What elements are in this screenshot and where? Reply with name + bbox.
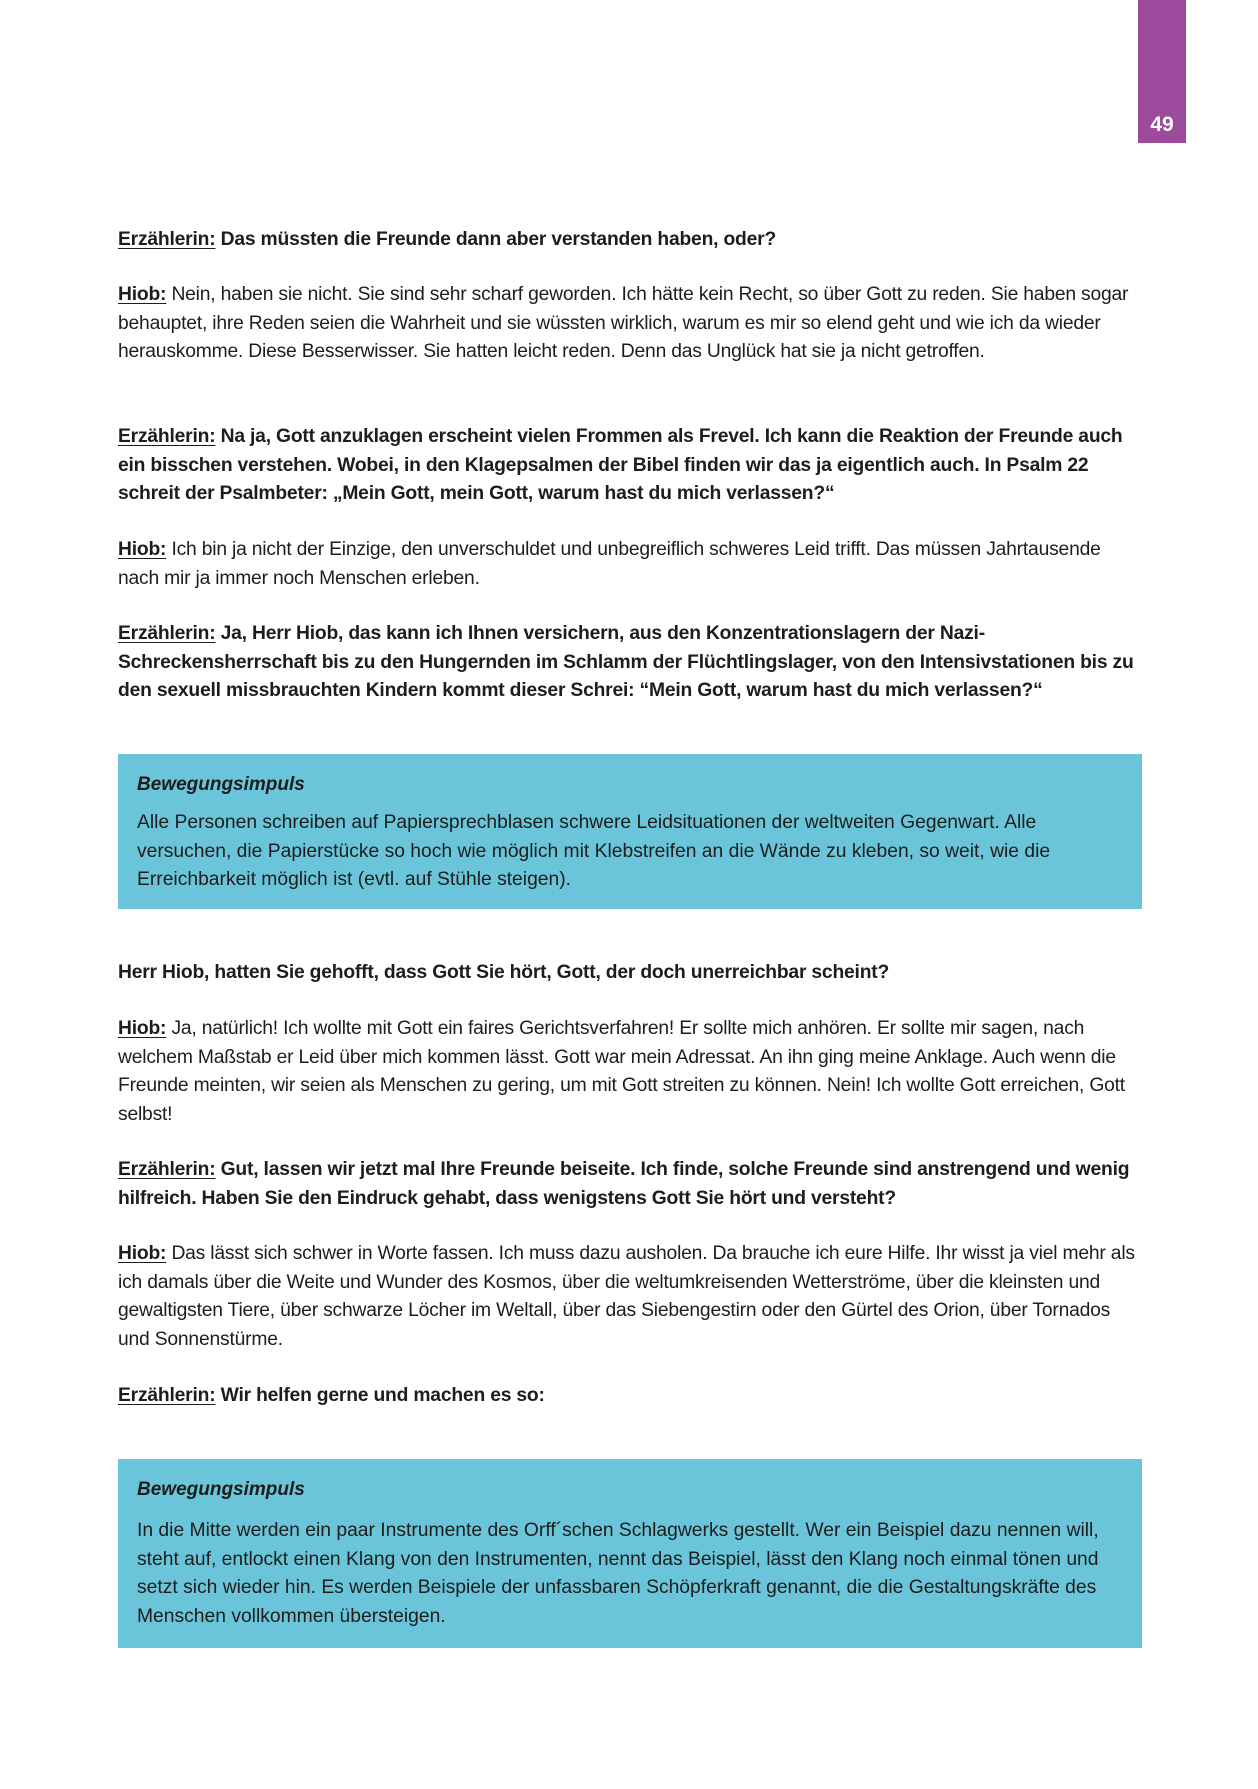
speaker-label: Erzählerin: bbox=[118, 1159, 216, 1180]
paragraph-text: Wir helfen gerne und machen es so: bbox=[220, 1385, 545, 1406]
paragraph-text: Das lässt sich schwer in Worte fassen. Ich muss dazu ausholen. Da brauche ich eure Hilfe. Ihr wisst ja viel mehr als ich damals über die Weite und Wunder des Kosmos, über die weltumkreisenden Wetterströme, über die kleinsten und gewaltigsten Tiere, über schwarze Löcher im Weltall, über das Siebengestirn oder den Gürtel des Orion, über Tornados und Sonnenstürme. bbox=[118, 1243, 1135, 1350]
speaker-label: Erzählerin: bbox=[118, 426, 216, 447]
paragraph-text: Ja, natürlich! Ich wollte mit Gott ein faires Gerichtsverfahren! Er sollte mich anhören. Er sollte mir sagen, nach welchem Maßstab er Leid über mich kommen lässt. Gott war mein Adressat. An ihn ging meine Anklage. Auch wenn die Freunde meinten, wir seien als Menschen zu gering, um mit Gott streiten zu können. Nein! Ich wollte Gott erreichen, Gott selbst! bbox=[118, 1018, 1125, 1125]
paragraph-text: Na ja, Gott anzuklagen erscheint vielen Frommen als Frevel. Ich kann die Reaktion der Freunde auch ein bisschen verstehen. Wobei, in den Klagepsalmen der Bibel finden wir das ja eigentlich auch. In Psalm 22 schreit der Psalmbeter: „Mein Gott, mein Gott, warum hast du mich verlassen?“ bbox=[118, 426, 1123, 504]
page-number-tab bbox=[1138, 0, 1186, 143]
page-number: 49 bbox=[1150, 113, 1174, 136]
paragraph-hiob bbox=[118, 1015, 1144, 1129]
box-text: In die Mitte werden ein paar Instrumente des Orff´schen Schlagwerks gestellt. Wer ein Beispiel dazu nennen will, steht auf, entlockt einen Klang von den Instrumenten, nennt das Beispiel, lässt den Klang noch einmal tönen und setzt sich wieder hin. Es werden Beispiele der unfassbaren Schöpferkraft genannt, die die Gestaltungskräfte des Menschen vollkommen übersteigen. bbox=[137, 1520, 1099, 1627]
paragraph-hiob bbox=[118, 281, 1144, 367]
paragraph-narrator bbox=[118, 620, 1144, 706]
speaker-label: Erzählerin: bbox=[118, 229, 216, 250]
speaker-label: Erzählerin: bbox=[118, 1385, 216, 1406]
box-title: Bewegungsimpuls bbox=[137, 774, 305, 795]
paragraph-hiob bbox=[118, 536, 1144, 593]
speaker-label: Erzählerin: bbox=[118, 623, 216, 644]
question-heading bbox=[118, 959, 1144, 988]
paragraph-text: Herr Hiob, hatten Sie gehofft, dass Gott Sie hört, Gott, der doch unerreichbar scheint? bbox=[118, 962, 890, 983]
box-text: Alle Personen schreiben auf Papiersprechblasen schwere Leidsituationen der weltweiten Gegenwart. Alle versuchen, die Papierstücke so hoch wie möglich mit Klebstreifen an die Wände zu kleben, so weit, wie die Erreichbarkeit möglich ist (evtl. auf Stühle steigen). bbox=[137, 812, 1051, 890]
paragraph-text: Nein, haben sie nicht. Sie sind sehr scharf geworden. Ich hätte kein Recht, so über Gott zu reden. Sie haben sogar behauptet, ihre Reden seien die Wahrheit und sie wüssten wirklich, warum es mir so elend geht und wie ich da wieder herauskomme. Diese Besserwisser. Sie hatten leicht reden. Denn das Unglück hat sie ja nicht getroffen. bbox=[118, 284, 1129, 362]
box-title: Bewegungsimpuls bbox=[137, 1479, 305, 1500]
paragraph-text: Gut, lassen wir jetzt mal Ihre Freunde beiseite. Ich finde, solche Freunde sind anstrengend und wenig hilfreich. Haben Sie den Eindruck gehabt, dass wenigstens Gott Sie hört und versteht? bbox=[118, 1159, 1130, 1209]
paragraph-text: Ich bin ja nicht der Einzige, den unverschuldet und unbegreiflich schweres Leid trifft. Das müssen Jahrtausende nach mir ja immer noch Menschen erleben. bbox=[118, 539, 1101, 589]
paragraph-text: Ja, Herr Hiob, das kann ich Ihnen versichern, aus den Konzentrationslagern der Nazi-Schreckensherrschaft bis zu den Hungernden im Schlamm der Flüchtlingslager, von den Intensivstationen bis zu den sexuell missbrauchten Kindern kommt dieser Schrei: “Mein Gott, warum hast du mich verlassen?“ bbox=[118, 623, 1134, 701]
movement-impulse-box bbox=[118, 1459, 1142, 1648]
speaker-label: Hiob: bbox=[118, 539, 167, 560]
speaker-label: Hiob: bbox=[118, 284, 167, 305]
paragraph-narrator bbox=[118, 1156, 1144, 1213]
speaker-label: Hiob: bbox=[118, 1243, 167, 1264]
paragraph-narrator bbox=[118, 226, 1144, 255]
movement-impulse-box bbox=[118, 754, 1142, 909]
paragraph-hiob bbox=[118, 1240, 1144, 1354]
speaker-label: Hiob: bbox=[118, 1018, 167, 1039]
paragraph-narrator bbox=[118, 1382, 1144, 1411]
paragraph-text: Das müssten die Freunde dann aber verstanden haben, oder? bbox=[220, 229, 777, 250]
paragraph-narrator bbox=[118, 423, 1144, 509]
